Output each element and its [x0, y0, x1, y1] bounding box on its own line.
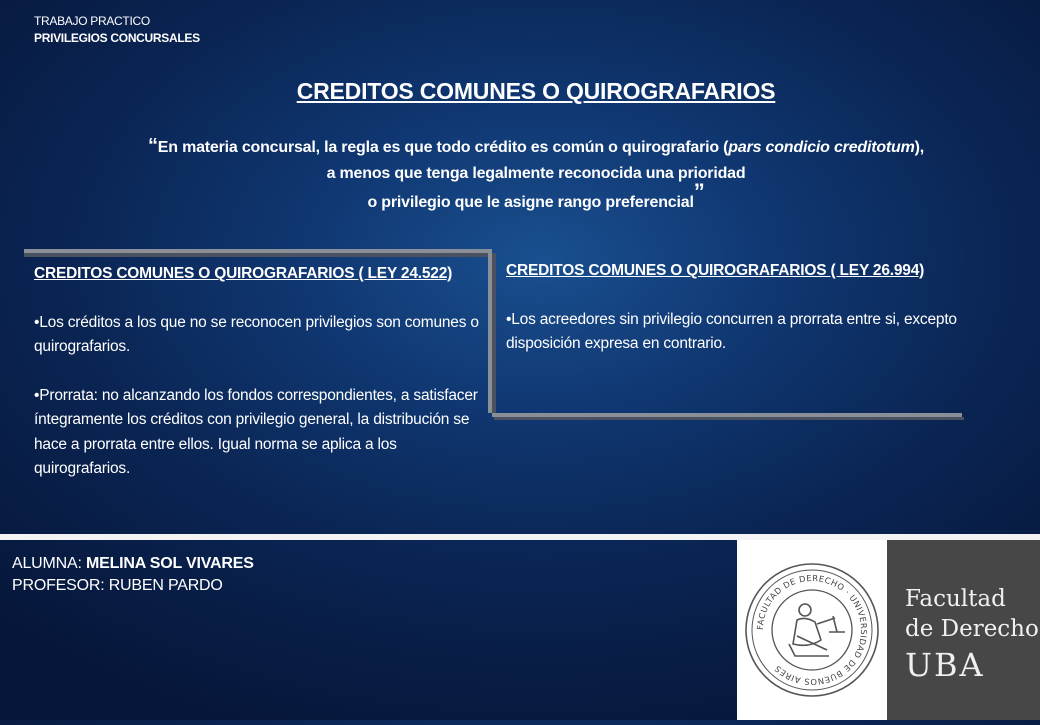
course-header — [34, 13, 200, 47]
bullet-icon: • — [34, 313, 40, 331]
left-card-bullet-2: •Prorrata: no alcanzando los fondos correspondientes, a satisfacer íntegramente los créditos con privilegio general, la distribución se hace a prorrata entre ellos. Igual norma se aplica a los quirografarios. — [34, 386, 478, 477]
professor-name: RUBEN PARDO — [108, 577, 223, 594]
bullet-icon: • — [34, 386, 40, 404]
quote-open-mark: “ — [147, 135, 158, 157]
footer-credits — [12, 553, 254, 597]
seal-ring-text: FACULTAD DE DERECHO · UNIVERSIDAD DE BUENOS AIRES — [754, 572, 870, 688]
professor-line: PROFESOR: RUBEN PARDO — [12, 577, 223, 594]
faculty-logo-text — [905, 584, 1039, 686]
left-card — [34, 262, 482, 482]
bullet-icon: • — [506, 310, 512, 328]
course-topic: PRIVILEGIOS CONCURSALES — [34, 31, 200, 45]
left-card-bullet-1: •Los créditos a los que no se reconocen privilegios son comunes o quirografarios. — [34, 313, 479, 355]
left-card-frame-shadow — [24, 253, 494, 257]
logo-line-faculty: Facultad — [905, 586, 1006, 612]
right-card-bullet-1: •Los acreedores sin privilegio concurren a prorrata entre si, excepto disposición expresa en contrario. — [506, 310, 957, 352]
quote-line1-b: ), — [914, 139, 925, 156]
left-card-frame-side — [488, 249, 492, 413]
left-card-frame-side-shadow — [492, 253, 496, 415]
right-card-heading: CREDITOS COMUNES O QUIROGRAFARIOS ( LEY 26.994) — [506, 262, 925, 279]
course-type: TRABAJO PRACTICO — [34, 14, 150, 28]
student-name: MELINA SOL VIVARES — [85, 555, 254, 572]
intro-quote — [0, 133, 1040, 216]
quote-line1-a: En materia concursal, la regla es que todo crédito es común o quirografario ( — [157, 139, 729, 156]
quote-line2: a menos que tenga legalmente reconocida una prioridad — [326, 165, 746, 182]
quote-latin-phrase: pars condicio creditotum — [728, 139, 915, 156]
uba-seal-panel — [737, 540, 887, 720]
left-card-heading: CREDITOS COMUNES O QUIROGRAFARIOS ( LEY 24.522) — [34, 265, 453, 282]
uba-seal-icon — [737, 540, 887, 720]
right-card-frame-bottom-shadow — [494, 417, 964, 420]
student-line: ALUMNA: MELINA SOL VIVARES — [12, 555, 254, 572]
page-title: CREDITOS COMUNES O QUIROGRAFARIOS — [296, 78, 776, 104]
left-card-frame-top — [24, 249, 492, 253]
logo-line-law: de Derecho — [905, 616, 1039, 642]
quote-line3: o privilegio que le asigne rango preferencial — [367, 194, 694, 211]
quote-close-mark: ” — [693, 179, 705, 204]
right-card — [506, 259, 1006, 357]
logo-line-uba: UBA — [905, 646, 985, 684]
